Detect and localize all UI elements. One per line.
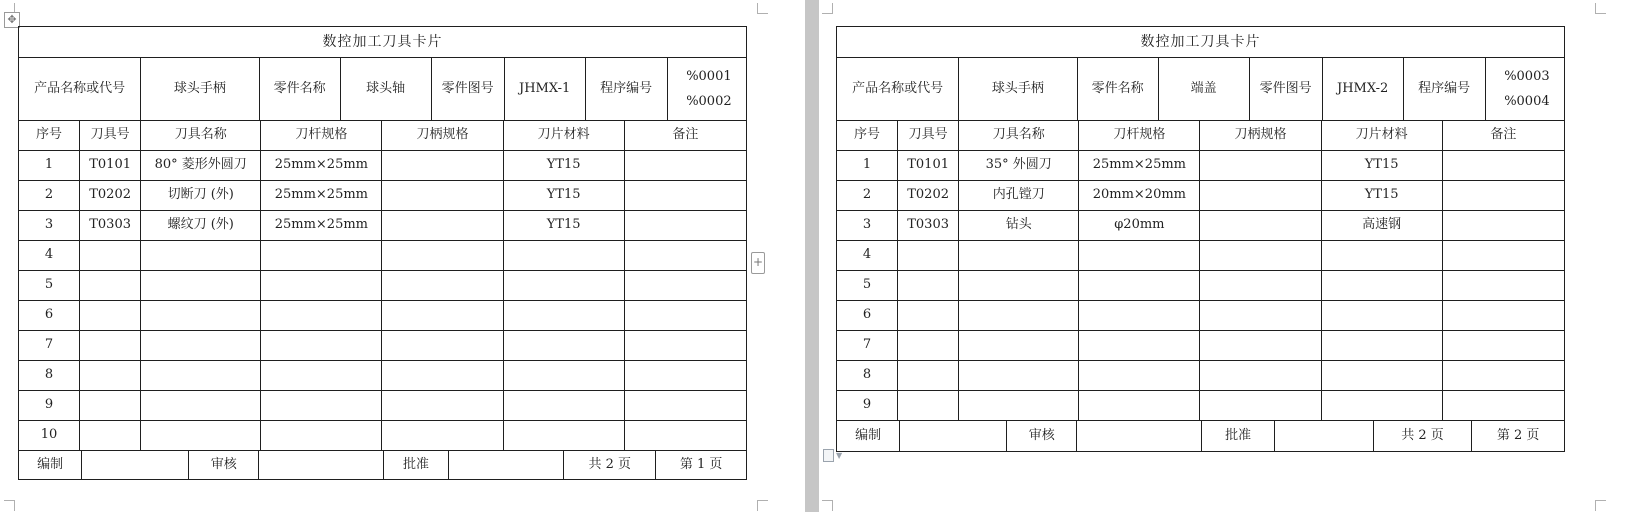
cell-blade-material[interactable]: YT15 (503, 181, 624, 211)
cell-seq[interactable]: 2 (19, 181, 80, 211)
cell-shank-spec[interactable]: 25mm×25mm (1079, 151, 1200, 181)
drawing-no-label: 零件图号 (431, 58, 504, 120)
margin-corner-mark (4, 500, 15, 511)
prepared-by-value[interactable] (900, 421, 1007, 451)
cell-handle-spec[interactable] (1200, 181, 1321, 211)
product-name-value: 球头手柄 (141, 58, 259, 120)
cell-seq[interactable]: 8 (19, 361, 80, 391)
cell-seq[interactable]: 9 (19, 391, 80, 421)
cell-handle-spec[interactable] (1200, 391, 1321, 421)
cell-tool-no[interactable] (898, 361, 959, 391)
cell-shank-spec[interactable] (261, 301, 382, 331)
cell-tool-name[interactable]: 螺纹刀 (外) (141, 211, 261, 241)
cell-blade-material[interactable] (1321, 361, 1442, 391)
col-header-tool-name: 刀具名称 (141, 121, 261, 151)
col-header-seq: 序号 (19, 121, 80, 151)
cell-handle-spec[interactable] (1200, 241, 1321, 271)
cell-blade-material[interactable] (503, 241, 624, 271)
cell-remarks[interactable] (624, 271, 746, 301)
cell-tool-no[interactable]: T0303 (80, 211, 141, 241)
cell-seq[interactable]: 6 (837, 301, 898, 331)
table-row (19, 301, 747, 331)
col-header-blade-material: 刀片材料 (503, 121, 624, 151)
approved-by-value[interactable] (448, 451, 563, 479)
program-no-label: 程序编号 (585, 58, 667, 120)
col-header-shank-spec: 刀杆规格 (261, 121, 382, 151)
cell-seq[interactable]: 5 (19, 271, 80, 301)
cell-handle-spec[interactable] (382, 331, 503, 361)
col-header-seq: 序号 (837, 121, 898, 151)
table-row (19, 331, 747, 361)
cell-tool-no[interactable] (898, 271, 959, 301)
cell-tool-name[interactable]: 80° 菱形外圆刀 (141, 151, 261, 181)
cell-shank-spec[interactable] (261, 361, 382, 391)
program-no-label: 程序编号 (1403, 58, 1485, 120)
cell-remarks[interactable] (1442, 301, 1564, 331)
margin-corner-mark (757, 500, 768, 511)
program-no-value: %0001 (686, 69, 732, 84)
cell-seq[interactable]: 8 (837, 361, 898, 391)
cell-blade-material[interactable]: YT15 (503, 211, 624, 241)
cell-shank-spec[interactable] (1079, 361, 1200, 391)
program-no-value: %0002 (686, 94, 732, 109)
total-pages: 共 2 页 (1373, 421, 1471, 451)
cell-seq[interactable]: 2 (837, 181, 898, 211)
cell-remarks[interactable] (1442, 271, 1564, 301)
chevron-down-icon: ▼ (836, 450, 843, 460)
card-title: 数控加工刀具卡片 (837, 27, 1565, 58)
cell-handle-spec[interactable] (382, 151, 503, 181)
cell-handle-spec[interactable] (382, 301, 503, 331)
part-name-label: 零件名称 (1077, 58, 1158, 120)
cell-tool-no[interactable] (898, 391, 959, 421)
cell-remarks[interactable] (624, 391, 746, 421)
table-row (19, 391, 747, 421)
cell-shank-spec[interactable]: 25mm×25mm (261, 151, 382, 181)
cell-blade-material[interactable]: YT15 (1321, 181, 1442, 211)
table-row (19, 361, 747, 391)
cell-handle-spec[interactable] (382, 391, 503, 421)
col-header-remarks: 备注 (1442, 121, 1564, 151)
reviewed-by-label: 审核 (189, 451, 259, 479)
table-row (19, 421, 747, 451)
cell-tool-name[interactable] (141, 331, 261, 361)
cell-remarks[interactable] (1442, 181, 1564, 211)
cell-tool-name[interactable] (959, 301, 1079, 331)
cell-remarks[interactable] (624, 211, 746, 241)
margin-corner-mark (1595, 3, 1606, 14)
drawing-no-value: JHMX-1 (504, 58, 585, 120)
table-row (837, 181, 1565, 211)
program-no-value: %0004 (1504, 94, 1550, 109)
cell-tool-no[interactable]: T0101 (898, 151, 959, 181)
table-row (837, 151, 1565, 181)
cell-remarks[interactable] (1442, 151, 1564, 181)
cell-tool-name[interactable] (141, 301, 261, 331)
col-header-tool-no: 刀具号 (80, 121, 141, 151)
part-name-value: 端盖 (1158, 58, 1249, 120)
table-row (19, 211, 747, 241)
reviewed-by-value[interactable] (259, 451, 384, 479)
cell-blade-material[interactable] (503, 271, 624, 301)
cell-seq[interactable]: 5 (837, 271, 898, 301)
cell-tool-name[interactable]: 钻头 (959, 211, 1079, 241)
prepared-by-label: 编制 (19, 451, 82, 479)
cell-shank-spec[interactable] (261, 241, 382, 271)
cell-blade-material[interactable] (503, 361, 624, 391)
cell-tool-no[interactable] (898, 331, 959, 361)
cell-seq[interactable]: 7 (19, 331, 80, 361)
table-row (837, 241, 1565, 271)
cell-tool-no[interactable] (80, 271, 141, 301)
cell-tool-no[interactable] (80, 241, 141, 271)
cell-handle-spec[interactable] (382, 361, 503, 391)
approved-by-value[interactable] (1275, 421, 1373, 451)
cell-tool-name[interactable] (141, 361, 261, 391)
card-title: 数控加工刀具卡片 (19, 27, 747, 58)
cell-blade-material[interactable] (1321, 271, 1442, 301)
cell-handle-spec[interactable] (382, 181, 503, 211)
cell-tool-no[interactable] (898, 301, 959, 331)
cell-blade-material[interactable]: YT15 (1321, 151, 1442, 181)
cell-blade-material[interactable]: 高速钢 (1321, 211, 1442, 241)
product-name-label: 产品名称或代号 (19, 58, 141, 121)
margin-corner-mark (822, 3, 833, 14)
drawing-no-label: 零件图号 (1249, 58, 1322, 120)
cell-handle-spec[interactable] (1200, 271, 1321, 301)
cell-handle-spec[interactable] (382, 211, 503, 241)
col-header-tool-name: 刀具名称 (959, 121, 1079, 151)
table-row (837, 301, 1565, 331)
cell-remarks[interactable] (1442, 241, 1564, 271)
cell-tool-name[interactable]: 切断刀 (外) (141, 181, 261, 211)
col-header-remarks: 备注 (624, 121, 746, 151)
cell-blade-material[interactable] (1321, 391, 1442, 421)
reviewed-by-value[interactable] (1077, 421, 1202, 451)
program-no-values (1485, 58, 1564, 120)
document-page-2 (819, 0, 1643, 512)
cell-handle-spec[interactable] (1200, 151, 1321, 181)
add-row-button[interactable]: + (751, 252, 765, 274)
table-row (19, 271, 747, 301)
total-pages: 共 2 页 (564, 451, 656, 479)
document-icon (823, 449, 834, 462)
drawing-no-value: JHMX-2 (1322, 58, 1403, 120)
cell-handle-spec[interactable] (382, 241, 503, 271)
col-header-handle-spec: 刀柄规格 (1200, 121, 1321, 151)
col-header-tool-no: 刀具号 (898, 121, 959, 151)
cell-tool-no[interactable] (80, 361, 141, 391)
cell-handle-spec[interactable] (382, 271, 503, 301)
cell-shank-spec[interactable] (1079, 391, 1200, 421)
cell-shank-spec[interactable] (261, 331, 382, 361)
cell-shank-spec[interactable] (261, 271, 382, 301)
cell-remarks[interactable] (1442, 391, 1564, 421)
cell-tool-name[interactable] (959, 391, 1079, 421)
cell-blade-material[interactable] (1321, 241, 1442, 271)
cell-shank-spec[interactable]: φ20mm (1079, 211, 1200, 241)
table-move-handle-icon[interactable]: ✥ (4, 12, 20, 28)
cell-handle-spec[interactable] (1200, 211, 1321, 241)
cell-blade-material[interactable] (1321, 331, 1442, 361)
cell-remarks[interactable] (624, 421, 746, 451)
cell-blade-material[interactable] (1321, 301, 1442, 331)
cell-tool-name[interactable] (959, 241, 1079, 271)
cell-remarks[interactable] (624, 181, 746, 211)
cell-tool-no[interactable] (80, 391, 141, 421)
cell-seq[interactable]: 4 (19, 241, 80, 271)
cell-tool-name[interactable] (141, 421, 261, 451)
table-row (19, 151, 747, 181)
cell-remarks[interactable] (1442, 211, 1564, 241)
cell-shank-spec[interactable] (1079, 301, 1200, 331)
table-row (837, 361, 1565, 391)
cell-shank-spec[interactable]: 25mm×25mm (261, 211, 382, 241)
cell-shank-spec[interactable] (261, 421, 382, 451)
col-header-shank-spec: 刀杆规格 (1079, 121, 1200, 151)
cell-remarks[interactable] (624, 361, 746, 391)
cell-remarks[interactable] (1442, 331, 1564, 361)
cell-tool-name[interactable] (959, 331, 1079, 361)
program-no-value: %0003 (1504, 69, 1550, 84)
cell-seq[interactable]: 1 (19, 151, 80, 181)
cell-handle-spec[interactable] (382, 421, 503, 451)
cell-seq[interactable]: 7 (837, 331, 898, 361)
table-row (837, 271, 1565, 301)
part-name-label: 零件名称 (259, 58, 340, 120)
prepared-by-label: 编制 (837, 421, 900, 451)
table-row (837, 211, 1565, 241)
cell-blade-material[interactable] (503, 421, 624, 451)
cell-seq[interactable]: 9 (837, 391, 898, 421)
table-row (19, 181, 747, 211)
cell-blade-material[interactable]: YT15 (503, 151, 624, 181)
part-name-value: 球头轴 (340, 58, 431, 120)
cell-seq[interactable]: 10 (19, 421, 80, 451)
prepared-by-value[interactable] (82, 451, 189, 479)
table-row (19, 241, 747, 271)
margin-corner-mark (1595, 500, 1606, 511)
cell-seq[interactable]: 6 (19, 301, 80, 331)
cell-blade-material[interactable] (503, 331, 624, 361)
tool-card-table (18, 26, 747, 480)
cell-remarks[interactable] (624, 331, 746, 361)
cell-handle-spec[interactable] (1200, 331, 1321, 361)
cell-seq[interactable]: 3 (837, 211, 898, 241)
cell-tool-no[interactable] (80, 301, 141, 331)
approved-by-label: 批准 (384, 451, 449, 479)
cell-shank-spec[interactable]: 25mm×25mm (261, 181, 382, 211)
cell-seq[interactable]: 4 (837, 241, 898, 271)
cell-shank-spec[interactable]: 20mm×20mm (1079, 181, 1200, 211)
cell-tool-no[interactable]: T0303 (898, 211, 959, 241)
table-row (837, 331, 1565, 361)
cell-tool-name[interactable]: 35° 外圆刀 (959, 151, 1079, 181)
col-header-blade-material: 刀片材料 (1321, 121, 1442, 151)
approved-by-label: 批准 (1202, 421, 1275, 451)
cell-tool-name[interactable] (141, 241, 261, 271)
cell-tool-no[interactable]: T0202 (80, 181, 141, 211)
cell-tool-no[interactable] (898, 241, 959, 271)
page-gutter (805, 0, 819, 512)
cell-shank-spec[interactable] (1079, 271, 1200, 301)
margin-corner-mark (757, 3, 768, 14)
cell-tool-name[interactable] (959, 271, 1079, 301)
cell-tool-no[interactable]: T0101 (80, 151, 141, 181)
margin-corner-mark (822, 500, 833, 511)
product-name-value: 球头手柄 (959, 58, 1077, 120)
col-header-handle-spec: 刀柄规格 (382, 121, 503, 151)
product-name-label: 产品名称或代号 (837, 58, 959, 121)
paste-options-icon[interactable] (823, 447, 849, 463)
cell-seq[interactable]: 1 (837, 151, 898, 181)
cell-remarks[interactable] (1442, 361, 1564, 391)
cell-remarks[interactable] (624, 241, 746, 271)
cell-seq[interactable]: 3 (19, 211, 80, 241)
document-page-1 (0, 0, 805, 512)
cell-shank-spec[interactable] (1079, 241, 1200, 271)
cell-handle-spec[interactable] (1200, 361, 1321, 391)
program-no-values (667, 58, 746, 120)
cell-tool-name[interactable] (141, 271, 261, 301)
cell-handle-spec[interactable] (1200, 301, 1321, 331)
cell-remarks[interactable] (624, 151, 746, 181)
cell-tool-name[interactable] (959, 361, 1079, 391)
page-number: 第 1 页 (679, 456, 723, 472)
cell-remarks[interactable] (624, 301, 746, 331)
cell-tool-name[interactable] (141, 391, 261, 421)
cell-tool-no[interactable] (80, 331, 141, 361)
cell-shank-spec[interactable] (261, 391, 382, 421)
cell-tool-no[interactable]: T0202 (898, 181, 959, 211)
table-row (837, 391, 1565, 421)
cell-tool-no[interactable] (80, 421, 141, 451)
cell-tool-name[interactable]: 内孔镗刀 (959, 181, 1079, 211)
cell-blade-material[interactable] (503, 301, 624, 331)
cell-shank-spec[interactable] (1079, 331, 1200, 361)
reviewed-by-label: 审核 (1007, 421, 1077, 451)
cell-blade-material[interactable] (503, 391, 624, 421)
tool-card-table (836, 26, 1565, 452)
page-number: 第 2 页 (1496, 427, 1540, 443)
